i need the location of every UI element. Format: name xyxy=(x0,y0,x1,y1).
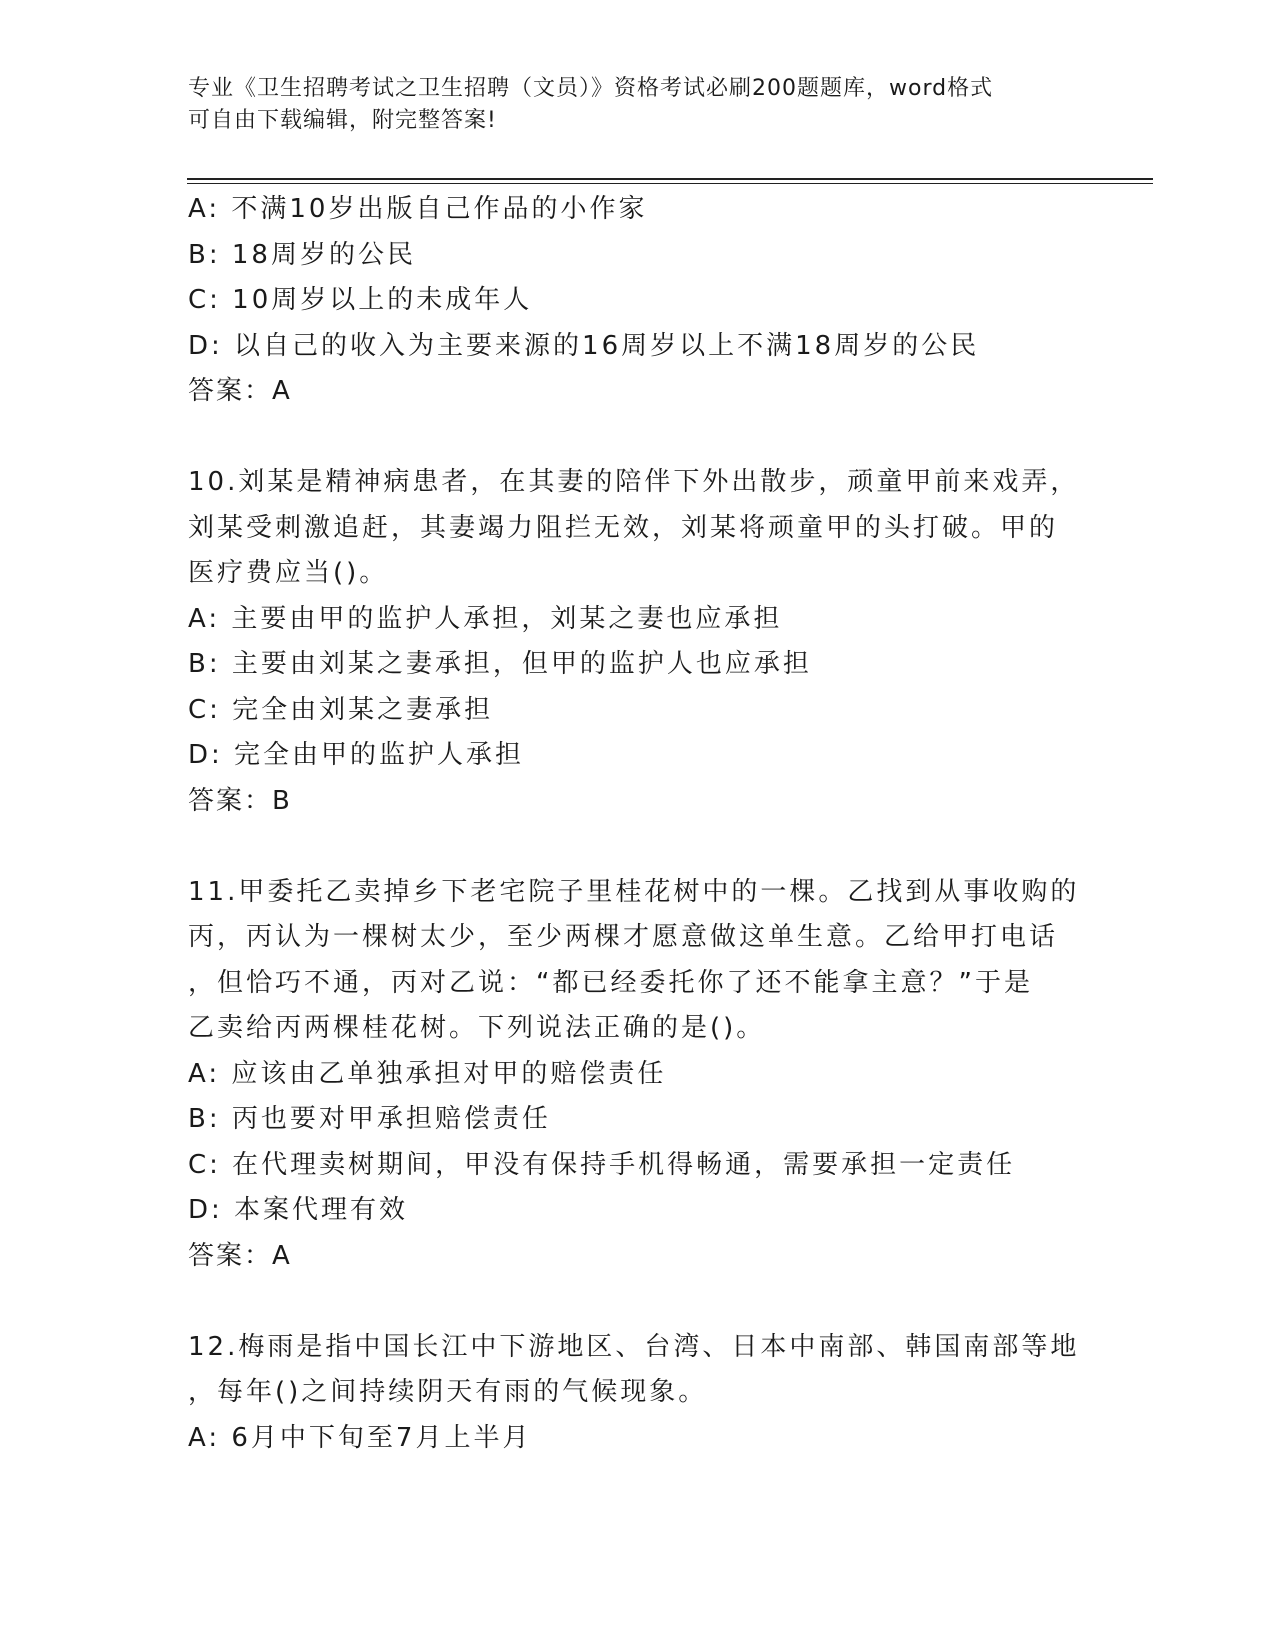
question-stem-line: ，每年()之间持续阴天有雨的气候现象。 xyxy=(188,1377,708,1407)
option-d: D: 本案代理有效 xyxy=(188,1195,409,1225)
answer: 答案：A xyxy=(188,376,292,406)
document-header xyxy=(188,73,1088,137)
option-b: B: 主要由刘某之妻承担，但甲的监护人也应承担 xyxy=(188,649,812,679)
divider-thick-line xyxy=(187,178,1153,180)
option-d: D: 完全由甲的监护人承担 xyxy=(188,740,525,770)
question-11 xyxy=(188,870,1088,1280)
header-line-1: 专业《卫生招聘考试之卫生招聘（文员）》资格考试必刷200题题库，word格式 xyxy=(188,76,994,101)
header-line-2: 可自由下载编辑，附完整答案! xyxy=(188,108,497,133)
option-a: A: 主要由甲的监护人承担，刘某之妻也应承担 xyxy=(188,603,783,634)
option-c: C: 完全由刘某之妻承担 xyxy=(188,694,494,725)
option-a: A: 不满10岁出版自己作品的小作家 xyxy=(188,194,648,224)
question-stem-line: 乙卖给丙两棵桂花树。下列说法正确的是()。 xyxy=(188,1013,766,1043)
option-a: A: 应该由乙单独承担对甲的赔偿责任 xyxy=(188,1058,667,1089)
question-stem-line: 10.刘某是精神病患者，在其妻的陪伴下外出散步，顽童甲前来戏弄， xyxy=(188,467,1080,497)
option-b: B: 丙也要对甲承担赔偿责任 xyxy=(188,1104,551,1134)
question-stem-line: 刘某受刺激追赶，其妻竭力阻拦无效，刘某将顽童甲的头打破。甲的 xyxy=(188,512,1059,543)
question-stem-line: 医疗费应当()。 xyxy=(188,558,389,588)
question-stem-line: ，但恰巧不通，丙对乙说：“都已经委托你了还不能拿主意？”于是 xyxy=(188,967,1033,998)
question-list xyxy=(188,187,1088,1461)
header-divider xyxy=(187,178,1153,185)
question-stem-line: 11.甲委托乙卖掉乡下老宅院子里桂花树中的一棵。乙找到从事收购的 xyxy=(188,876,1080,907)
option-c: C: 10周岁以上的未成年人 xyxy=(188,285,533,315)
spacer xyxy=(188,1279,1088,1325)
answer: 答案：A xyxy=(188,1240,292,1271)
question-12 xyxy=(188,1325,1088,1462)
spacer xyxy=(188,824,1088,870)
answer: 答案：B xyxy=(188,785,292,816)
spacer xyxy=(188,415,1088,461)
option-a: A: 6月中下旬至7月上半月 xyxy=(188,1422,532,1453)
question-9 xyxy=(188,187,1088,415)
option-b: B: 18周岁的公民 xyxy=(188,239,416,270)
question-10 xyxy=(188,460,1088,824)
divider-thin-line xyxy=(187,183,1153,184)
option-c: C: 在代理卖树期间，甲没有保持手机得畅通，需要承担一定责任 xyxy=(188,1149,1016,1180)
option-d: D: 以自己的收入为主要来源的16周岁以上不满18周岁的公民 xyxy=(188,330,980,361)
question-stem-line: 12.梅雨是指中国长江中下游地区、台湾、日本中南部、韩国南部等地 xyxy=(188,1331,1080,1362)
question-stem-line: 丙，丙认为一棵树太少，至少两棵才愿意做这单生意。乙给甲打电话 xyxy=(188,922,1059,952)
